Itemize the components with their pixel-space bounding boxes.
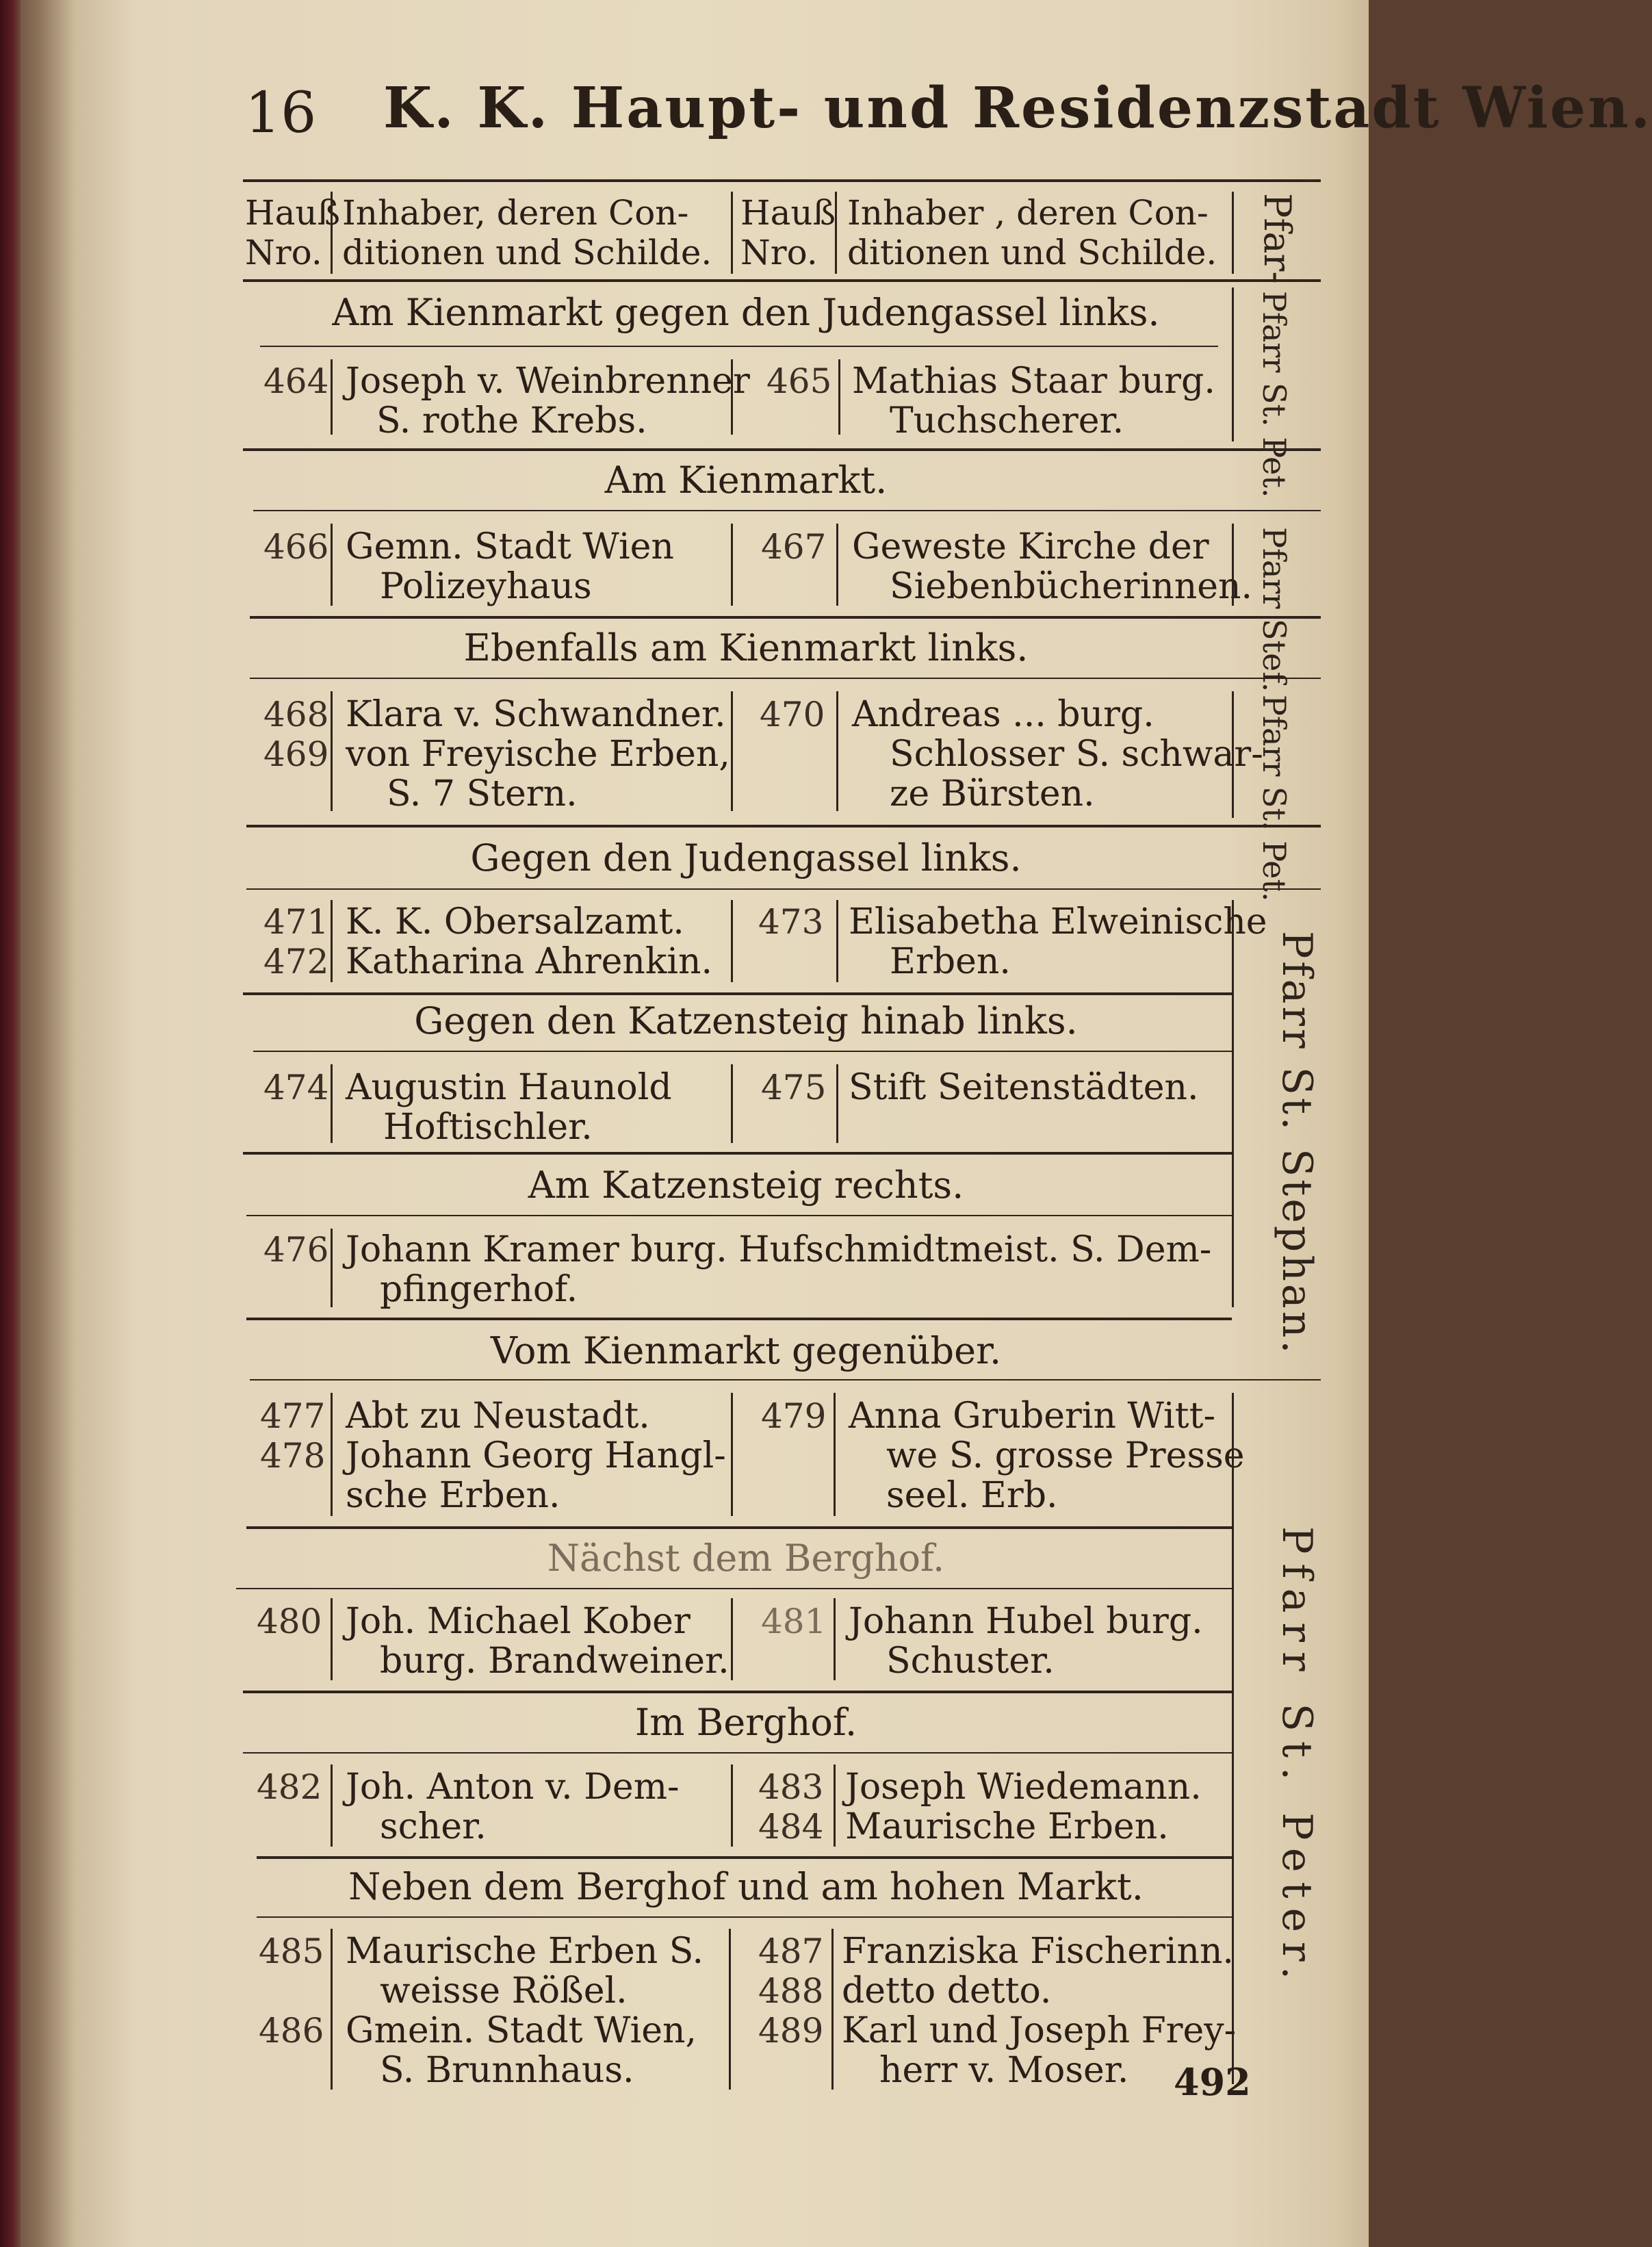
owner-entry: Joh. Michael Kober	[346, 1601, 691, 1642]
street-heading: Nächst dem Berghof.	[547, 1537, 945, 1580]
header-top-rule	[243, 179, 1321, 182]
house-number: 468	[263, 695, 329, 734]
owner-entry: Johann Georg Hangl-	[346, 1435, 726, 1476]
owner-entry: Franziska Fischerinn.	[842, 1931, 1234, 1972]
owner-entry: Tuchscherer.	[890, 400, 1124, 441]
owner-entry: Mathias Staar burg.	[852, 361, 1215, 402]
parish-label-peter: Pfarr St. Peter.	[1273, 1526, 1321, 1990]
house-number: 488	[758, 1971, 824, 2011]
house-number: 465	[766, 361, 832, 401]
street-heading: Am Katzensteig rechts.	[528, 1164, 964, 1207]
house-number: 476	[263, 1230, 329, 1270]
house-number: 478	[260, 1436, 326, 1476]
col-owner-right-1: Inhaber , deren Con-	[847, 193, 1209, 233]
house-number: 481	[761, 1602, 827, 1641]
house-number: 469	[263, 734, 329, 774]
owner-entry: Joh. Anton v. Dem-	[346, 1767, 680, 1808]
parish-label-stephan: Pfarr St. Stephan.	[1273, 931, 1321, 1357]
house-number: 464	[263, 361, 329, 401]
owner-entry: S. rothe Krebs.	[376, 400, 647, 441]
parish-label: Pfarr St. Pet.	[1256, 291, 1293, 498]
owner-entry: Polizeyhaus	[380, 566, 592, 607]
house-number: 489	[758, 2011, 824, 2051]
owner-entry: Joseph v. Weinbrenner	[346, 361, 750, 402]
owner-entry: Johann Hubel burg.	[849, 1601, 1203, 1642]
owner-entry: pfingerhof.	[380, 1269, 578, 1310]
house-number: 483	[758, 1767, 824, 1807]
col-owner-left-2: ditionen und Schilde.	[342, 233, 712, 272]
street-heading: Am Kienmarkt gegen den Judengassel links.	[332, 291, 1160, 334]
owner-entry: Abt zu Neustadt.	[346, 1396, 650, 1437]
owner-entry: Hoftischler.	[383, 1107, 593, 1148]
house-number: 475	[761, 1068, 827, 1107]
owner-entry: herr v. Moser.	[879, 2050, 1129, 2091]
owner-entry: Klara v. Schwandner.	[346, 694, 726, 735]
col-parish: Pfar-	[1256, 193, 1299, 284]
owner-entry: S. Brunnhaus.	[380, 2050, 634, 2091]
street-heading: Neben dem Berghof und am hohen Markt.	[348, 1865, 1144, 1908]
owner-entry: von Freyische Erben,	[346, 734, 730, 775]
owner-entry: S. 7 Stern.	[387, 773, 578, 814]
house-number: 471	[263, 902, 329, 942]
house-number: 482	[257, 1767, 322, 1807]
parish-label: Pfarr St. Pet.	[1256, 695, 1293, 902]
owner-entry: Augustin Haunold	[346, 1067, 672, 1108]
owner-entry: Erben.	[890, 941, 1011, 982]
col-house-right: Hauß	[740, 193, 836, 233]
owner-entry: Maurische Erben.	[845, 1806, 1169, 1847]
house-number: 466	[263, 527, 329, 567]
page-number: 16	[245, 81, 317, 146]
owner-entry: Schuster.	[886, 1641, 1055, 1682]
house-number: 480	[257, 1602, 322, 1641]
owner-entry: Geweste Kirche der	[852, 526, 1209, 567]
house-number: 484	[758, 1807, 824, 1847]
owner-entry: K. K. Obersalzamt.	[346, 901, 684, 942]
owner-entry: Andreas ... burg.	[852, 694, 1154, 735]
owner-entry: Anna Gruberin Witt-	[849, 1396, 1216, 1437]
street-heading: Im Berghof.	[634, 1701, 857, 1744]
house-number: 487	[758, 1931, 824, 1971]
house-number: 472	[263, 942, 329, 981]
running-title: K. K. Haupt- und Residenzstadt Wien.	[383, 75, 1652, 141]
catchword: 492	[1174, 2060, 1251, 2104]
house-number: 477	[260, 1396, 326, 1436]
owner-entry: burg. Brandweiner.	[380, 1641, 730, 1682]
col-house-left: Hauß	[245, 193, 341, 233]
parish-label: Pfarr Stef.	[1256, 527, 1293, 693]
owner-entry: we S. grosse Presse	[886, 1435, 1245, 1476]
book-spine	[0, 0, 21, 2247]
col-nro-left: Nro.	[245, 233, 322, 272]
house-number: 473	[758, 902, 824, 942]
owner-entry: ze Bürsten.	[890, 773, 1095, 814]
col-nro-right: Nro.	[740, 233, 818, 272]
street-heading: Am Kienmarkt.	[604, 459, 888, 502]
owner-entry: Gmein. Stadt Wien,	[346, 2010, 697, 2051]
owner-entry: seel. Erb.	[886, 1475, 1058, 1516]
owner-entry: sche Erben.	[346, 1475, 560, 1516]
col-owner-left-1: Inhaber, deren Con-	[342, 193, 689, 233]
owner-entry: Maurische Erben S.	[346, 1931, 704, 1972]
owner-entry: Schlosser S. schwar-	[890, 734, 1263, 775]
owner-entry: weisse Rößel.	[380, 1970, 628, 2012]
owner-entry: Siebenbücherinnen.	[890, 566, 1253, 607]
house-number: 467	[761, 527, 827, 567]
street-heading: Vom Kienmarkt gegenüber.	[490, 1329, 1002, 1372]
owner-entry: Elisabetha Elweinische	[849, 901, 1267, 942]
owner-entry: Gemn. Stadt Wien	[346, 526, 674, 567]
owner-entry: Johann Kramer burg. Hufschmidtmeist. S. Dem-	[346, 1229, 1212, 1270]
col-owner-right-2: ditionen und Schilde.	[847, 233, 1217, 272]
house-number: 479	[761, 1396, 827, 1436]
owner-entry: Stift Seitenstädten.	[849, 1067, 1199, 1108]
house-number: 485	[259, 1931, 324, 1971]
owner-entry: detto detto.	[842, 1970, 1052, 2012]
owner-entry: Katharina Ahrenkin.	[346, 941, 713, 982]
house-number: 474	[263, 1068, 329, 1107]
house-number: 486	[259, 2011, 324, 2051]
owner-entry: Karl und Joseph Frey-	[842, 2010, 1237, 2051]
street-heading: Ebenfalls am Kienmarkt links.	[463, 626, 1029, 669]
header-bottom-rule	[243, 279, 1321, 282]
house-number: 470	[760, 695, 825, 734]
street-heading: Gegen den Judengassel links.	[470, 836, 1022, 879]
street-heading: Gegen den Katzensteig hinab links.	[414, 999, 1078, 1042]
owner-entry: Joseph Wiedemann.	[845, 1767, 1202, 1808]
owner-entry: scher.	[380, 1806, 487, 1847]
